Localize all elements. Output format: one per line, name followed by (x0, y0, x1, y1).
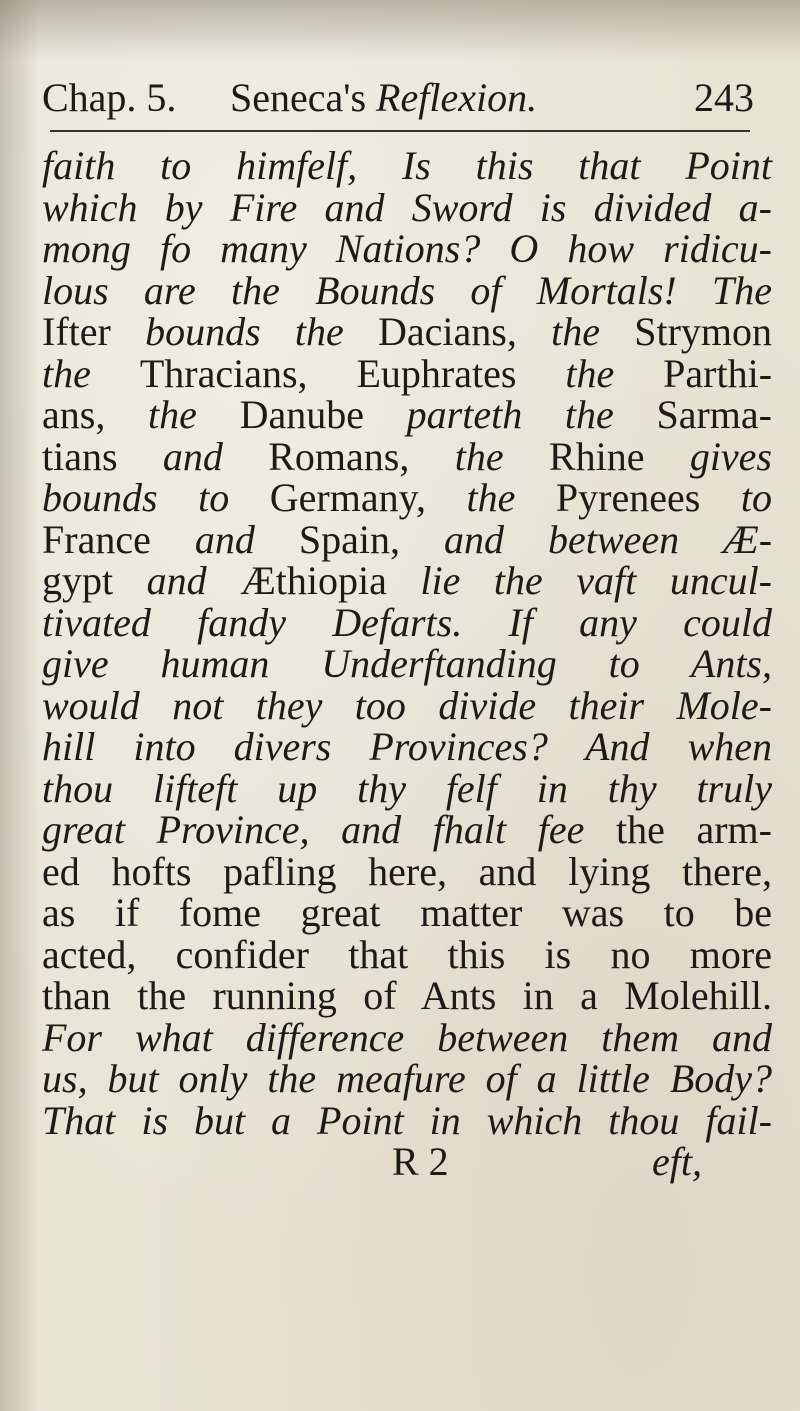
text-line (42, 643, 772, 685)
text-run: to (740, 475, 772, 520)
text-run: the (42, 350, 140, 396)
text-run: give human Underftanding to Ants, (42, 641, 772, 686)
text-line (42, 267, 772, 313)
running-header (42, 70, 762, 126)
text-run: the arm- (615, 807, 772, 852)
text-run: Germany, (269, 475, 467, 520)
text-run: Æthiopia (240, 558, 421, 603)
text-run: and (162, 433, 269, 479)
text-line (42, 145, 772, 187)
text-run: ans, (42, 392, 149, 437)
text-run: would not they too divide their Mole- (42, 682, 772, 728)
text-run: lie the vaft uncul- (420, 558, 772, 603)
text-line (42, 1097, 772, 1143)
chapter-label: Chap. 5. (42, 75, 177, 120)
text-run: the (454, 433, 549, 479)
text-line (42, 1058, 772, 1100)
text-run: tians (42, 433, 163, 479)
text-run: Rhine (548, 433, 690, 479)
text-run: ed hofts pafling here, and lying there, (42, 848, 772, 894)
text-run: lous are the Bounds of Mortals! The (42, 267, 772, 313)
text-run: tivated fandy Defarts. If any could (42, 599, 772, 645)
text-run: as if fome great matter was to be (42, 890, 772, 935)
text-run: hill into divers Provinces? And when (42, 724, 772, 769)
text-line (42, 726, 772, 768)
text-run: gives (689, 433, 772, 479)
text-line (42, 311, 772, 353)
text-run: gypt (42, 558, 147, 603)
text-run: the (466, 475, 556, 520)
text-line (42, 975, 772, 1017)
running-title (230, 70, 537, 126)
text-run: thou lifteft up thy felf in thy truly (42, 765, 772, 811)
text-line (42, 892, 772, 934)
running-title-roman: Seneca's (230, 75, 367, 120)
text-run: than the running of Ants in a Molehill. (42, 973, 772, 1018)
text-line (42, 1014, 772, 1060)
signature-mark: R 2 (392, 1139, 449, 1184)
text-run: the (148, 392, 240, 437)
text-run: and (146, 558, 241, 603)
text-line (42, 848, 772, 894)
text-run: faith to himfelf, Is this that Point (42, 143, 772, 188)
text-run: Dacians, (378, 309, 552, 354)
text-run: acted, confider that this is no more (42, 931, 772, 977)
text-run: which by Fire and Sword is divided a- (42, 184, 772, 230)
text-line (42, 516, 773, 562)
text-run: France (42, 516, 195, 562)
text-run: For what difference between them and (42, 1014, 772, 1060)
running-title-italic: Reflexion. (376, 75, 538, 120)
text-run: the (551, 309, 635, 354)
text-run: bounds to (42, 475, 270, 520)
catchword: eft, (652, 1139, 702, 1184)
text-line (42, 477, 772, 519)
text-run: mong fo many Nations? O how ridicu- (42, 226, 772, 271)
text-line (42, 560, 772, 602)
text-line (42, 682, 772, 728)
header-rule (50, 130, 750, 132)
footer-line (42, 1141, 772, 1183)
text-line (42, 765, 772, 811)
text-run: Danube (239, 392, 407, 437)
text-run: Strymon (634, 309, 773, 354)
text-run: That is but a Point in which thou fail- (42, 1097, 772, 1143)
text-run: Romans, (268, 433, 455, 479)
text-run: parteth the (406, 392, 657, 437)
text-run: Ifter (42, 309, 146, 354)
text-line (42, 228, 772, 270)
text-run: us, but only the meafure of a little Body? (42, 1056, 772, 1101)
text-run: Spain, (298, 516, 445, 562)
page-shadow-top (0, 0, 800, 60)
text-line (42, 809, 772, 851)
text-run: great Province, and fhalt fee (42, 807, 616, 852)
text-run: the (565, 350, 664, 396)
text-line (42, 599, 772, 645)
text-line (42, 433, 772, 479)
text-line (42, 931, 772, 977)
text-run: bounds the (145, 309, 379, 354)
body-text (42, 145, 772, 1183)
text-line (42, 350, 773, 396)
text-run: and between Æ- (444, 516, 773, 562)
text-run: Sarma- (656, 392, 772, 437)
text-run: Pyrenees (555, 475, 741, 520)
text-run: Thracians, Euphrates (139, 350, 566, 396)
page-number: 243 (694, 75, 754, 120)
text-line (42, 184, 772, 230)
page-shadow-left (0, 0, 40, 1411)
text-run: and (194, 516, 299, 562)
text-run: Parthi- (663, 350, 773, 396)
text-line (42, 394, 772, 436)
